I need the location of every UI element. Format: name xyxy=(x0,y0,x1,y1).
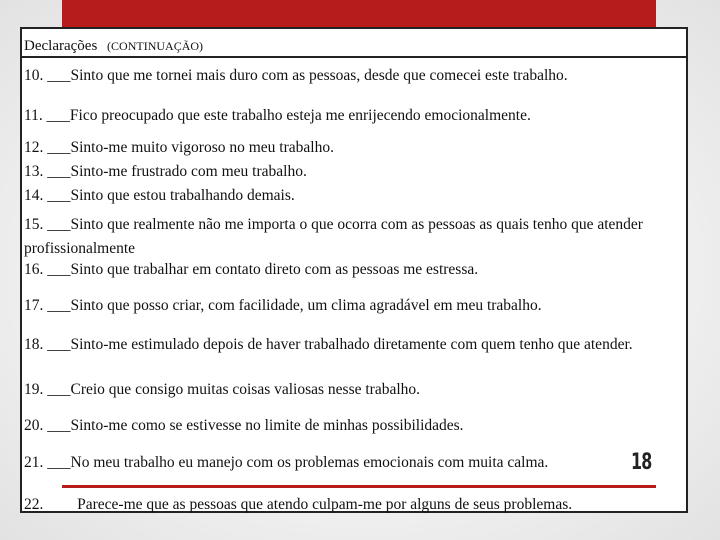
statement-20: 20. ___Sinto-me como se estivesse no limite de minhas possibilidades. xyxy=(24,417,464,434)
bottom-accent-line xyxy=(62,485,656,488)
document-header xyxy=(24,37,203,55)
statement-13: 13. ___Sinto-me frustrado com meu trabalho. xyxy=(24,163,307,180)
statement-18: 18. ___Sinto-me estimulado depois de haver trabalhado diretamente com quem tenho que atender. xyxy=(24,336,633,353)
statement-16: 16. ___Sinto que trabalhar em contato direto com as pessoas me estressa. xyxy=(24,261,479,278)
statement-21: 21. ___No meu trabalho eu manejo com os problemas emocionais com muita calma. xyxy=(24,454,549,471)
header-divider xyxy=(20,56,688,58)
statement-14: 14. ___Sinto que estou trabalhando demais. xyxy=(24,187,295,204)
statement-11: 11. ___Fico preocupado que este trabalho esteja me enrijecendo emocionalmente. xyxy=(24,107,531,124)
document-subtitle: (CONTINUAÇÃO) xyxy=(107,39,204,53)
statement-22-number: 22. xyxy=(24,496,44,513)
statement-12: 12. ___Sinto-me muito vigoroso no meu trabalho. xyxy=(24,139,334,156)
document-title: Declarações xyxy=(24,38,98,54)
slide-number: 18 xyxy=(631,450,652,475)
statement-22-text: Parece-me que as pessoas que atendo culpam-me por alguns de seus problemas. xyxy=(77,496,573,513)
statement-22 xyxy=(24,493,572,517)
statement-17: 17. ___Sinto que posso criar, com facilidade, um clima agradável em meu trabalho. xyxy=(24,297,542,314)
statement-19: 19. ___Creio que consigo muitas coisas valiosas nesse trabalho. xyxy=(24,381,421,398)
top-accent-bar xyxy=(62,0,656,28)
statement-15: 15. ___Sinto que realmente não me importa o que ocorra com as pessoas as quais tenho que atender profissionalmente xyxy=(24,216,643,257)
statement-10: 10. ___Sinto que me tornei mais duro com as pessoas, desde que comecei este trabalho. xyxy=(24,67,568,84)
